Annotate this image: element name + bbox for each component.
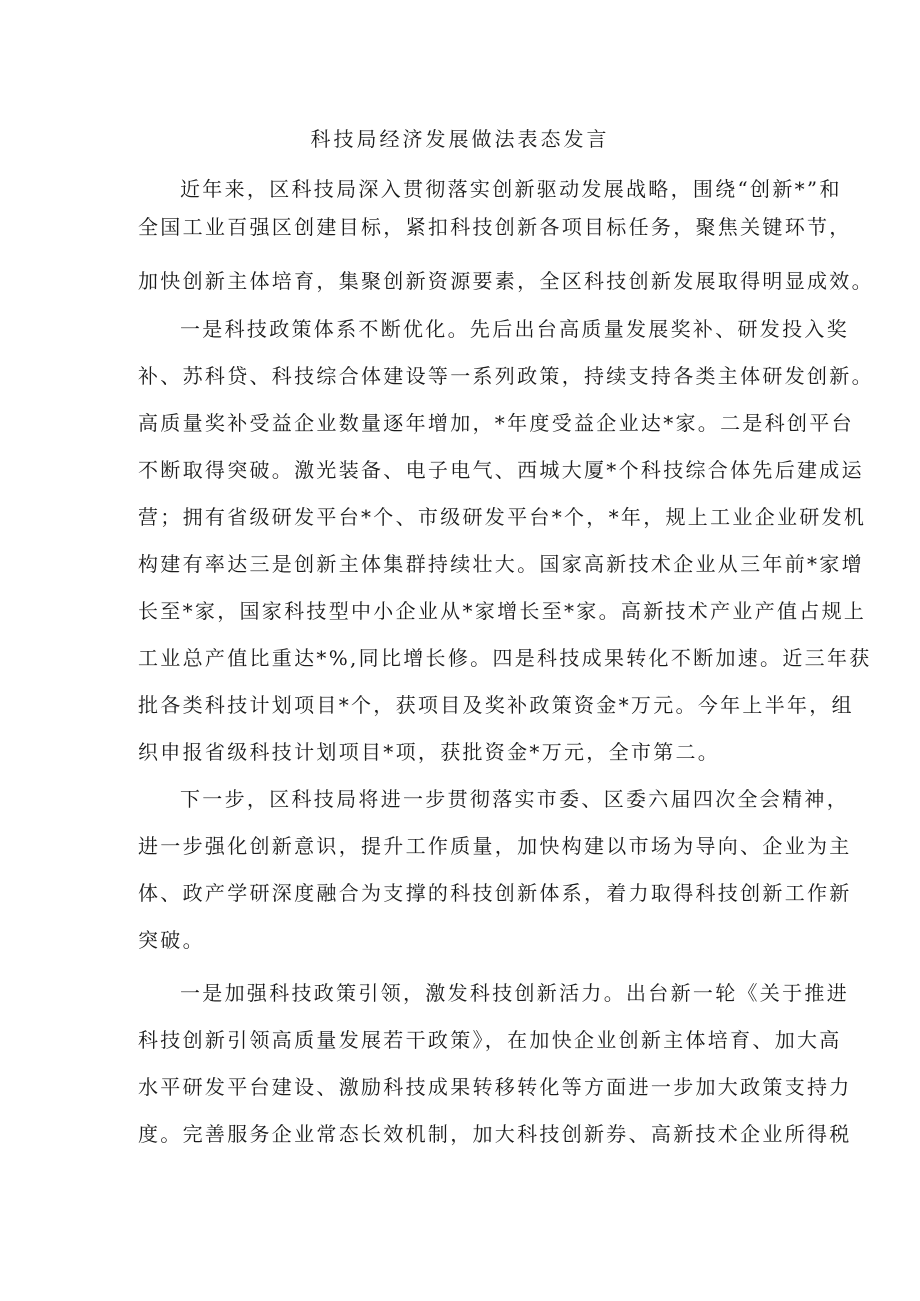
paragraph-1-line-3: 加快创新主体培育，集聚创新资源要素，全区科技创新发展取得明显成效。 [138,269,874,293]
paragraph-3-line-3: 体、政产学研深度融合为支撑的科技创新体系，着力取得科技创新工作新 [138,881,852,905]
paragraph-2-line-5: 营；拥有省级研发平台*个、市级研发平台*个，*年，规上工业企业研发机 [138,505,867,529]
paragraph-1-line-1: 近年来，区科技局深入贯彻落实创新驱动发展战略，围绕“创新*”和 [180,177,842,201]
paragraph-4-line-4: 度。完善服务企业常态长效机制，加大科技创新券、高新技术企业所得税 [138,1122,852,1146]
paragraph-4-line-3: 水平研发平台建设、激励科技成果转移转化等方面进一步加大政策支持力 [138,1075,852,1099]
paragraph-2-line-4: 不断取得突破。激光装备、电子电气、西城大厦*个科技综合体先后建成运 [138,458,864,482]
paragraph-2-line-1: 一是科技政策体系不断优化。先后出台高质量发展奖补、研发投入奖 [180,317,849,341]
document-title: 科技局经济发展做法表态发言 [310,127,610,151]
paragraph-2-line-6: 构建有率达三是创新主体集群持续壮大。国家高新技术企业从三年前*家增 [138,552,864,576]
paragraph-1-line-2: 全国工业百强区创建目标，紧扣科技创新各项目标任务，聚焦关键环节， [138,215,852,239]
paragraph-3-line-2: 进一步强化创新意识，提升工作质量，加快构建以市场为导向、企业为主 [138,834,852,858]
paragraph-2-line-8: 工业总产值比重达*%,同比增长修。四是科技成果转化不断加速。近三年获 [138,646,872,670]
paragraph-4-line-1: 一是加强科技政策引领，激发科技创新活力。出台新一轮《关于推进 [180,981,849,1005]
paragraph-2-line-10: 织申报省级科技计划项目*项，获批资金*万元，全市第二。 [138,740,721,764]
paragraph-3-line-1: 下一步，区科技局将进一步贯彻落实市委、区委六届四次全会精神， [180,787,849,811]
paragraph-2-line-3: 高质量奖补受益企业数量逐年增加，*年度受益企业达*家。二是科创平台 [138,411,854,435]
paragraph-2-line-9: 批各类科技计划项目*个，获项目及奖补政策资金*万元。今年上半年，组 [138,693,854,717]
paragraph-3-line-4: 突破。 [138,928,205,952]
paragraph-4-line-2: 科技创新引领高质量发展若干政策》，在加快企业创新主体培育、加大高 [138,1028,842,1052]
paragraph-2-line-7: 长至*家，国家科技型中小企业从*家增长至*家。高新技术产业产值占规上 [138,599,867,623]
paragraph-2-line-2: 补、苏科贷、科技综合体建设等一系列政策，持续支持各类主体研发创新。 [138,364,874,388]
